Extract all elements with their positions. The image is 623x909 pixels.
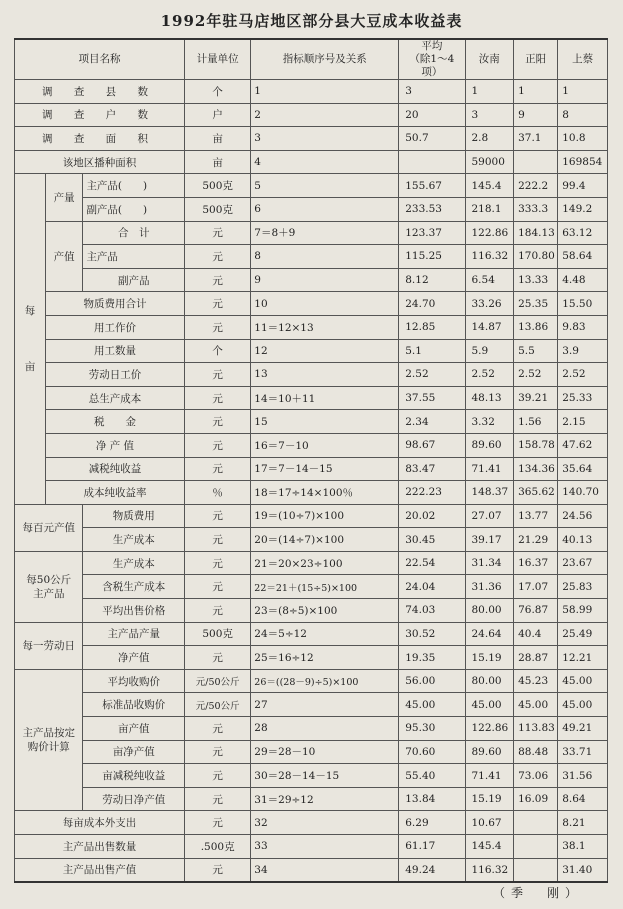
- group-by-contract-price: 主产品按定 购价计算: [15, 669, 83, 811]
- row-shangcai: 38.1: [558, 835, 608, 859]
- row-zhengyang: 17.07: [514, 575, 558, 599]
- row-average: 30.52: [399, 622, 465, 646]
- row-average: 95.30: [399, 717, 465, 741]
- row-unit: 元: [185, 717, 251, 741]
- group-per-hundred: 每百元产值: [15, 504, 83, 551]
- row-shangcai: 25.83: [558, 575, 608, 599]
- row-runan: 1: [465, 80, 514, 104]
- table-row: [15, 646, 608, 670]
- row-zhengyang: 184.13: [514, 221, 558, 245]
- row-unit: 元: [185, 504, 251, 528]
- row-label: 物质费用合计: [45, 292, 184, 316]
- row-runan: 24.64: [465, 622, 514, 646]
- row-unit: 元: [185, 811, 251, 835]
- header-item: 项目名称: [15, 39, 185, 80]
- row-runan: 15.19: [465, 646, 514, 670]
- table-row: [15, 150, 608, 174]
- row-unit: 元: [185, 599, 251, 623]
- row-unit: 500克: [185, 174, 251, 198]
- row-unit: 个: [185, 339, 251, 363]
- row-label: 标准品收购价: [83, 693, 185, 717]
- row-shangcai: 25.33: [558, 386, 608, 410]
- row-index: 2: [251, 103, 399, 127]
- row-label: 劳动日净产值: [83, 787, 185, 811]
- row-zhengyang: [514, 835, 558, 859]
- row-average: 115.25: [399, 245, 465, 269]
- row-unit: 元: [185, 646, 251, 670]
- header-row: [15, 39, 608, 80]
- table-row: [15, 811, 608, 835]
- row-runan: 27.07: [465, 504, 514, 528]
- row-average: 8.12: [399, 268, 465, 292]
- row-average: 37.55: [399, 386, 465, 410]
- row-label: 用工作价: [45, 315, 184, 339]
- row-label: 主产品产量: [83, 622, 185, 646]
- row-index: 5: [251, 174, 399, 198]
- table-row: [15, 764, 608, 788]
- row-unit: 元: [185, 386, 251, 410]
- row-index: 21＝20×23÷100: [251, 551, 399, 575]
- row-zhengyang: 39.21: [514, 386, 558, 410]
- table-row: [15, 528, 608, 552]
- table-title: 1992年驻马店地区部分县大豆成本收益表: [160, 12, 463, 30]
- row-runan: 31.36: [465, 575, 514, 599]
- row-shangcai: 35.64: [558, 457, 608, 481]
- group-per-50kg: 每50公斤 主产品: [15, 551, 83, 622]
- table-row: [15, 221, 608, 245]
- row-label: 调 查 面 积: [15, 127, 185, 151]
- row-shangcai: 169854: [558, 150, 608, 174]
- row-zhengyang: 13.86: [514, 315, 558, 339]
- row-zhengyang: 222.2: [514, 174, 558, 198]
- row-unit: ％: [185, 481, 251, 505]
- row-runan: 2.8: [465, 127, 514, 151]
- row-label: 主产品( ): [83, 174, 185, 198]
- row-runan: 33.26: [465, 292, 514, 316]
- row-runan: 116.32: [465, 245, 514, 269]
- row-index: 30＝28－14－15: [251, 764, 399, 788]
- row-unit: 元: [185, 363, 251, 387]
- row-index: 29＝28－10: [251, 740, 399, 764]
- row-unit: 元: [185, 292, 251, 316]
- row-label: 成本纯收益率: [45, 481, 184, 505]
- row-index: 7＝8＋9: [251, 221, 399, 245]
- row-average: [399, 150, 465, 174]
- row-average: 24.04: [399, 575, 465, 599]
- row-index: 1: [251, 80, 399, 104]
- row-shangcai: 9.83: [558, 315, 608, 339]
- row-zhengyang: 113.83: [514, 717, 558, 741]
- row-average: 61.17: [399, 835, 465, 859]
- row-average: 123.37: [399, 221, 465, 245]
- row-index: 11＝12×13: [251, 315, 399, 339]
- row-shangcai: 33.71: [558, 740, 608, 764]
- row-unit: 元: [185, 740, 251, 764]
- row-average: 12.85: [399, 315, 465, 339]
- row-zhengyang: 1: [514, 80, 558, 104]
- row-runan: 218.1: [465, 197, 514, 221]
- table-row: [15, 339, 608, 363]
- row-unit: 500克: [185, 622, 251, 646]
- row-runan: 145.4: [465, 174, 514, 198]
- row-label: 用工数量: [45, 339, 184, 363]
- row-runan: 3.32: [465, 410, 514, 434]
- row-average: 30.45: [399, 528, 465, 552]
- row-index: 25＝16÷12: [251, 646, 399, 670]
- table-row: [15, 386, 608, 410]
- row-zhengyang: 170.80: [514, 245, 558, 269]
- row-unit: 元: [185, 764, 251, 788]
- header-average: 平均 （除1～4项）: [399, 39, 465, 80]
- table-row: [15, 197, 608, 221]
- table-row: [15, 363, 608, 387]
- row-label: 总生产成本: [45, 386, 184, 410]
- group-output-value: 产值: [45, 221, 83, 292]
- row-shangcai: 8.64: [558, 787, 608, 811]
- row-unit: 亩: [185, 150, 251, 174]
- table-row: [15, 599, 608, 623]
- table-row: [15, 740, 608, 764]
- row-label: 生产成本: [83, 551, 185, 575]
- row-label: 调 查 县 数: [15, 80, 185, 104]
- table-row: [15, 835, 608, 859]
- table-row: [15, 410, 608, 434]
- row-index: 15: [251, 410, 399, 434]
- row-runan: 2.52: [465, 363, 514, 387]
- row-unit: 元/50公斤: [185, 693, 251, 717]
- row-index: 34: [251, 858, 399, 882]
- row-label: 每亩成本外支出: [15, 811, 185, 835]
- row-zhengyang: 158.78: [514, 433, 558, 457]
- row-zhengyang: [514, 858, 558, 882]
- row-unit: 元: [185, 528, 251, 552]
- row-average: 19.35: [399, 646, 465, 670]
- row-zhengyang: 45.23: [514, 669, 558, 693]
- row-zhengyang: 1.56: [514, 410, 558, 434]
- row-runan: 10.67: [465, 811, 514, 835]
- row-runan: 80.00: [465, 669, 514, 693]
- row-shangcai: 23.67: [558, 551, 608, 575]
- row-index: 26＝((28－9)÷5)×100: [251, 669, 399, 693]
- row-label: 主产品: [83, 245, 185, 269]
- row-zhengyang: 45.00: [514, 693, 558, 717]
- row-unit: 个: [185, 80, 251, 104]
- row-runan: 31.34: [465, 551, 514, 575]
- row-index: 4: [251, 150, 399, 174]
- row-label: 合 计: [83, 221, 185, 245]
- row-label: 副产品( ): [83, 197, 185, 221]
- row-average: 5.1: [399, 339, 465, 363]
- row-runan: 148.37: [465, 481, 514, 505]
- table-row: [15, 717, 608, 741]
- row-index: 8: [251, 245, 399, 269]
- row-zhengyang: 16.37: [514, 551, 558, 575]
- row-average: 98.67: [399, 433, 465, 457]
- row-zhengyang: 88.48: [514, 740, 558, 764]
- row-shangcai: 1: [558, 80, 608, 104]
- row-zhengyang: 5.5: [514, 339, 558, 363]
- header-shangcai: 上蔡: [558, 39, 608, 80]
- row-zhengyang: 333.3: [514, 197, 558, 221]
- row-shangcai: 31.40: [558, 858, 608, 882]
- row-index: 31＝29÷12: [251, 787, 399, 811]
- row-average: 13.84: [399, 787, 465, 811]
- row-shangcai: 3.9: [558, 339, 608, 363]
- author-credit: （季 刚）: [492, 886, 583, 900]
- row-average: 155.67: [399, 174, 465, 198]
- row-unit: 元: [185, 433, 251, 457]
- row-shangcai: 58.99: [558, 599, 608, 623]
- row-shangcai: 140.70: [558, 481, 608, 505]
- row-unit: 户: [185, 103, 251, 127]
- row-zhengyang: [514, 150, 558, 174]
- row-zhengyang: 28.87: [514, 646, 558, 670]
- group-production: 产量: [45, 174, 83, 221]
- table-row: [15, 457, 608, 481]
- row-average: 3: [399, 80, 465, 104]
- row-zhengyang: 13.77: [514, 504, 558, 528]
- table-row: [15, 551, 608, 575]
- row-unit: 元: [185, 858, 251, 882]
- row-index: 20＝(14÷7)×100: [251, 528, 399, 552]
- row-label: 调 查 户 数: [15, 103, 185, 127]
- row-average: 74.03: [399, 599, 465, 623]
- row-index: 3: [251, 127, 399, 151]
- row-shangcai: 15.50: [558, 292, 608, 316]
- row-label: 亩产值: [83, 717, 185, 741]
- row-unit: 元: [185, 410, 251, 434]
- row-index: 23＝(8÷5)×100: [251, 599, 399, 623]
- row-runan: 122.86: [465, 221, 514, 245]
- row-index: 19＝(10÷7)×100: [251, 504, 399, 528]
- table-row: [15, 174, 608, 198]
- row-shangcai: 2.52: [558, 363, 608, 387]
- row-shangcai: 8.21: [558, 811, 608, 835]
- row-unit: 元: [185, 268, 251, 292]
- row-shangcai: 45.00: [558, 669, 608, 693]
- table-row: [15, 245, 608, 269]
- row-label: 税 金: [45, 410, 184, 434]
- table-row: [15, 481, 608, 505]
- group-per-labor-day: 每一劳动日: [15, 622, 83, 669]
- table-row: [15, 858, 608, 882]
- table-row: [15, 504, 608, 528]
- row-unit: 元: [185, 221, 251, 245]
- row-shangcai: 58.64: [558, 245, 608, 269]
- row-index: 10: [251, 292, 399, 316]
- row-index: 13: [251, 363, 399, 387]
- table-row: [15, 669, 608, 693]
- row-runan: 116.32: [465, 858, 514, 882]
- row-shangcai: 47.62: [558, 433, 608, 457]
- row-average: 50.7: [399, 127, 465, 151]
- row-label: 主产品出售产值: [15, 858, 185, 882]
- row-runan: 89.60: [465, 740, 514, 764]
- row-shangcai: 99.4: [558, 174, 608, 198]
- table-row: [15, 622, 608, 646]
- table-row: [15, 103, 608, 127]
- row-index: 28: [251, 717, 399, 741]
- row-unit: 500克: [185, 197, 251, 221]
- row-runan: 145.4: [465, 835, 514, 859]
- row-average: 45.00: [399, 693, 465, 717]
- header-index: 指标顺序号及关系: [251, 39, 399, 80]
- row-label: 物质费用: [83, 504, 185, 528]
- row-shangcai: 2.15: [558, 410, 608, 434]
- row-zhengyang: 365.62: [514, 481, 558, 505]
- row-runan: 14.87: [465, 315, 514, 339]
- row-zhengyang: 9: [514, 103, 558, 127]
- row-average: 22.54: [399, 551, 465, 575]
- row-average: 55.40: [399, 764, 465, 788]
- row-zhengyang: 16.09: [514, 787, 558, 811]
- row-average: 49.24: [399, 858, 465, 882]
- row-shangcai: 12.21: [558, 646, 608, 670]
- row-zhengyang: 37.1: [514, 127, 558, 151]
- row-average: 233.53: [399, 197, 465, 221]
- row-zhengyang: 73.06: [514, 764, 558, 788]
- row-label: 净 产 值: [45, 433, 184, 457]
- row-shangcai: 63.12: [558, 221, 608, 245]
- row-zhengyang: 76.87: [514, 599, 558, 623]
- row-shangcai: 45.00: [558, 693, 608, 717]
- row-runan: 122.86: [465, 717, 514, 741]
- row-shangcai: 8: [558, 103, 608, 127]
- table-row: [15, 292, 608, 316]
- header-runan: 汝南: [465, 39, 514, 80]
- row-runan: 39.17: [465, 528, 514, 552]
- row-index: 17＝7－14－15: [251, 457, 399, 481]
- row-index: 14＝10＋11: [251, 386, 399, 410]
- row-label: 平均出售价格: [83, 599, 185, 623]
- row-runan: 80.00: [465, 599, 514, 623]
- row-zhengyang: 25.35: [514, 292, 558, 316]
- row-zhengyang: [514, 811, 558, 835]
- row-shangcai: 49.21: [558, 717, 608, 741]
- row-shangcai: 40.13: [558, 528, 608, 552]
- header-unit: 计量单位: [185, 39, 251, 80]
- row-label: 生产成本: [83, 528, 185, 552]
- row-label: 主产品出售数量: [15, 835, 185, 859]
- row-index: 32: [251, 811, 399, 835]
- row-runan: 3: [465, 103, 514, 127]
- row-label: 劳动日工价: [45, 363, 184, 387]
- table-row: [15, 80, 608, 104]
- row-shangcai: 4.48: [558, 268, 608, 292]
- row-average: 2.34: [399, 410, 465, 434]
- table-row: [15, 433, 608, 457]
- row-label: 副产品: [83, 268, 185, 292]
- row-runan: 48.13: [465, 386, 514, 410]
- row-label: 减税纯收益: [45, 457, 184, 481]
- row-unit: .500克: [185, 835, 251, 859]
- row-unit: 亩: [185, 127, 251, 151]
- table-row: [15, 315, 608, 339]
- table-row: [15, 575, 608, 599]
- row-label: 亩减税纯收益: [83, 764, 185, 788]
- row-unit: 元: [185, 551, 251, 575]
- table-row: [15, 693, 608, 717]
- row-shangcai: 149.2: [558, 197, 608, 221]
- row-index: 33: [251, 835, 399, 859]
- row-index: 18＝17÷14×100％: [251, 481, 399, 505]
- row-runan: 45.00: [465, 693, 514, 717]
- table-row: [15, 268, 608, 292]
- header-zhengyang: 正阳: [514, 39, 558, 80]
- row-zhengyang: 134.36: [514, 457, 558, 481]
- row-average: 6.29: [399, 811, 465, 835]
- row-unit: 元: [185, 575, 251, 599]
- row-average: 70.60: [399, 740, 465, 764]
- cost-benefit-table: [14, 38, 608, 883]
- row-runan: 71.41: [465, 457, 514, 481]
- row-index: 9: [251, 268, 399, 292]
- row-runan: 5.9: [465, 339, 514, 363]
- row-average: 24.70: [399, 292, 465, 316]
- row-index: 24＝5÷12: [251, 622, 399, 646]
- row-label: 平均收购价: [83, 669, 185, 693]
- row-average: 2.52: [399, 363, 465, 387]
- row-index: 27: [251, 693, 399, 717]
- row-runan: 89.60: [465, 433, 514, 457]
- row-zhengyang: 40.4: [514, 622, 558, 646]
- row-index: 12: [251, 339, 399, 363]
- row-runan: 15.19: [465, 787, 514, 811]
- row-unit: 元: [185, 315, 251, 339]
- row-index: 6: [251, 197, 399, 221]
- row-label: 亩净产值: [83, 740, 185, 764]
- row-unit: 元: [185, 787, 251, 811]
- row-label: 该地区播种面积: [15, 150, 185, 174]
- row-runan: 6.54: [465, 268, 514, 292]
- row-unit: 元/50公斤: [185, 669, 251, 693]
- row-average: 20: [399, 103, 465, 127]
- row-runan: 59000: [465, 150, 514, 174]
- row-average: 222.23: [399, 481, 465, 505]
- table-row: [15, 127, 608, 151]
- row-label: 含税生产成本: [83, 575, 185, 599]
- group-per-mu: 每 亩: [15, 174, 46, 504]
- row-average: 83.47: [399, 457, 465, 481]
- row-zhengyang: 21.29: [514, 528, 558, 552]
- row-index: 22＝21＋(15÷5)×100: [251, 575, 399, 599]
- row-label: 净产值: [83, 646, 185, 670]
- row-shangcai: 10.8: [558, 127, 608, 151]
- row-runan: 71.41: [465, 764, 514, 788]
- row-shangcai: 31.56: [558, 764, 608, 788]
- row-unit: 元: [185, 245, 251, 269]
- row-unit: 元: [185, 457, 251, 481]
- row-index: 16＝7－10: [251, 433, 399, 457]
- row-average: 20.02: [399, 504, 465, 528]
- row-shangcai: 24.56: [558, 504, 608, 528]
- row-zhengyang: 2.52: [514, 363, 558, 387]
- table-row: [15, 787, 608, 811]
- row-zhengyang: 13.33: [514, 268, 558, 292]
- row-shangcai: 25.49: [558, 622, 608, 646]
- row-average: 56.00: [399, 669, 465, 693]
